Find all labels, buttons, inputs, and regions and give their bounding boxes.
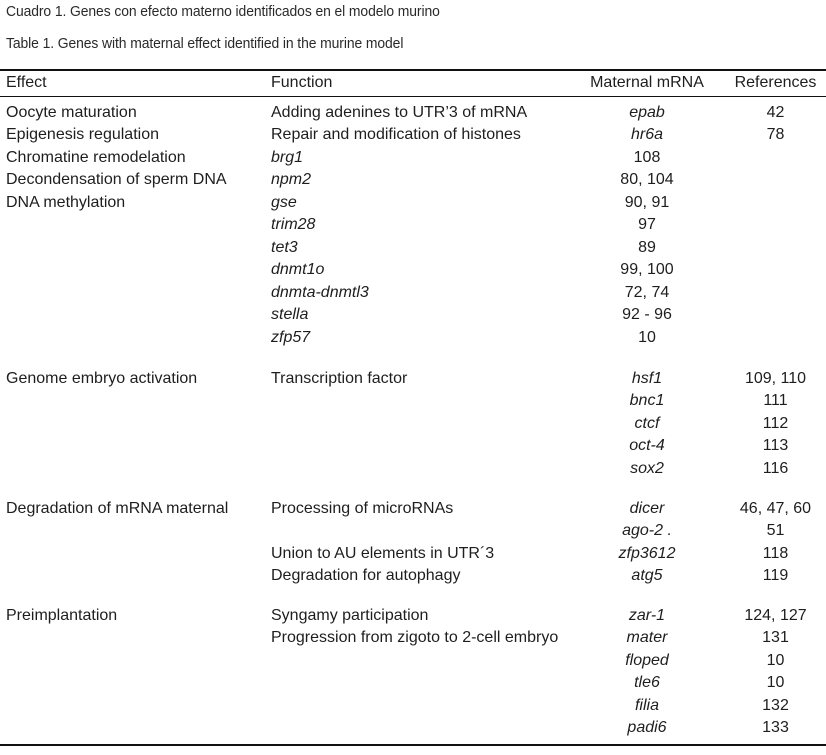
- reference-cell: 89: [638, 239, 656, 256]
- effect-cell: Decondensation of sperm DNA: [6, 171, 227, 188]
- reference-cell: 116: [762, 460, 789, 477]
- function-cell: Syngamy participation: [271, 607, 429, 624]
- header-effect: Effect: [6, 74, 47, 91]
- gene-cell: padi6: [627, 719, 667, 736]
- function-cell: Degradation for autophagy: [271, 567, 461, 584]
- top-rule: [0, 69, 826, 71]
- effect-cell: Genome embryo activation: [6, 370, 198, 387]
- gene-cell: stella: [271, 306, 309, 323]
- gene-cell: dnmta-dnmtl3: [271, 284, 369, 301]
- reference-cell: 10: [638, 329, 656, 346]
- reference-cell: 111: [763, 392, 788, 409]
- gene-cell: tle6: [634, 674, 660, 691]
- function-cell: Repair and modification of histones: [271, 126, 521, 143]
- gene-cell: ctcf: [634, 415, 660, 432]
- header-rule: [0, 96, 826, 97]
- gene-cell: dicer: [629, 500, 665, 517]
- header-references: References: [734, 74, 817, 91]
- bottom-rule: [0, 744, 826, 746]
- effect-cell: Preimplantation: [6, 607, 118, 624]
- gene-cell: trim28: [271, 216, 316, 233]
- gene-cell: epab: [629, 104, 665, 121]
- header-maternal-mrna: Maternal mRNA: [590, 74, 704, 91]
- reference-cell: 92 - 96: [622, 306, 672, 323]
- reference-cell: 97: [638, 216, 656, 233]
- gene-cell: tet3: [271, 239, 298, 256]
- effect-cell: Epigenesis regulation: [6, 126, 159, 143]
- gene-cell: gse: [271, 194, 297, 211]
- gene-cell: dnmt1o: [271, 261, 325, 278]
- effect-cell: Chromatine remodelation: [6, 149, 186, 166]
- gene-cell: zfp3612: [618, 545, 676, 562]
- function-cell: Union to AU elements in UTR´3: [271, 545, 495, 562]
- reference-cell: 51: [766, 522, 785, 539]
- effect-cell: Oocyte maturation: [6, 104, 137, 121]
- effect-cell: Degradation of mRNA maternal: [6, 500, 229, 517]
- reference-cell: 46, 47, 60: [739, 500, 812, 517]
- function-cell: Adding adenines to UTR’3 of mRNA: [271, 104, 528, 121]
- reference-cell: 99, 100: [620, 261, 674, 278]
- reference-cell: 132: [762, 697, 789, 714]
- gene-cell: ago-2 .: [622, 522, 672, 539]
- reference-cell: 10: [766, 652, 785, 669]
- effect-cell: DNA methylation: [6, 194, 126, 211]
- reference-cell: 42: [766, 104, 785, 121]
- gene-cell: atg5: [631, 567, 663, 584]
- caption-spanish: Cuadro 1. Genes con efecto materno identificados en el modelo murino: [6, 4, 440, 20]
- header-function: Function: [271, 74, 333, 91]
- gene-cell: zar-1: [628, 607, 666, 624]
- gene-cell: sox2: [630, 460, 664, 477]
- reference-cell: 112: [762, 415, 789, 432]
- reference-cell: 78: [766, 126, 785, 143]
- reference-cell: 109, 110: [744, 370, 807, 387]
- reference-cell: 118: [762, 545, 789, 562]
- gene-cell: brg1: [271, 149, 304, 166]
- reference-cell: 10: [766, 674, 785, 691]
- reference-cell: 119: [762, 567, 789, 584]
- gene-cell: oct-4: [629, 437, 665, 454]
- reference-cell: 80, 104: [620, 171, 674, 188]
- function-cell: Transcription factor: [271, 370, 408, 387]
- reference-cell: 108: [633, 149, 661, 166]
- reference-cell: 113: [762, 437, 789, 454]
- reference-cell: 133: [762, 719, 789, 736]
- reference-cell: 90, 91: [624, 194, 670, 211]
- reference-cell: 124, 127: [744, 607, 807, 624]
- caption-english: Table 1. Genes with maternal effect identified in the murine model: [6, 36, 404, 52]
- gene-cell: bnc1: [629, 392, 665, 409]
- gene-cell: mater: [626, 629, 668, 646]
- gene-cell: filia: [634, 697, 659, 714]
- gene-cell: hr6a: [630, 126, 664, 143]
- function-cell: Progression from zigoto to 2-cell embryo: [271, 629, 559, 646]
- function-cell: Processing of microRNAs: [271, 500, 454, 517]
- reference-cell: 131: [762, 629, 789, 646]
- gene-cell: zfp57: [271, 329, 311, 346]
- reference-cell: 72, 74: [624, 284, 670, 301]
- gene-cell: floped: [625, 652, 669, 669]
- gene-cell: hsf1: [631, 370, 663, 387]
- gene-cell: npm2: [271, 171, 312, 188]
